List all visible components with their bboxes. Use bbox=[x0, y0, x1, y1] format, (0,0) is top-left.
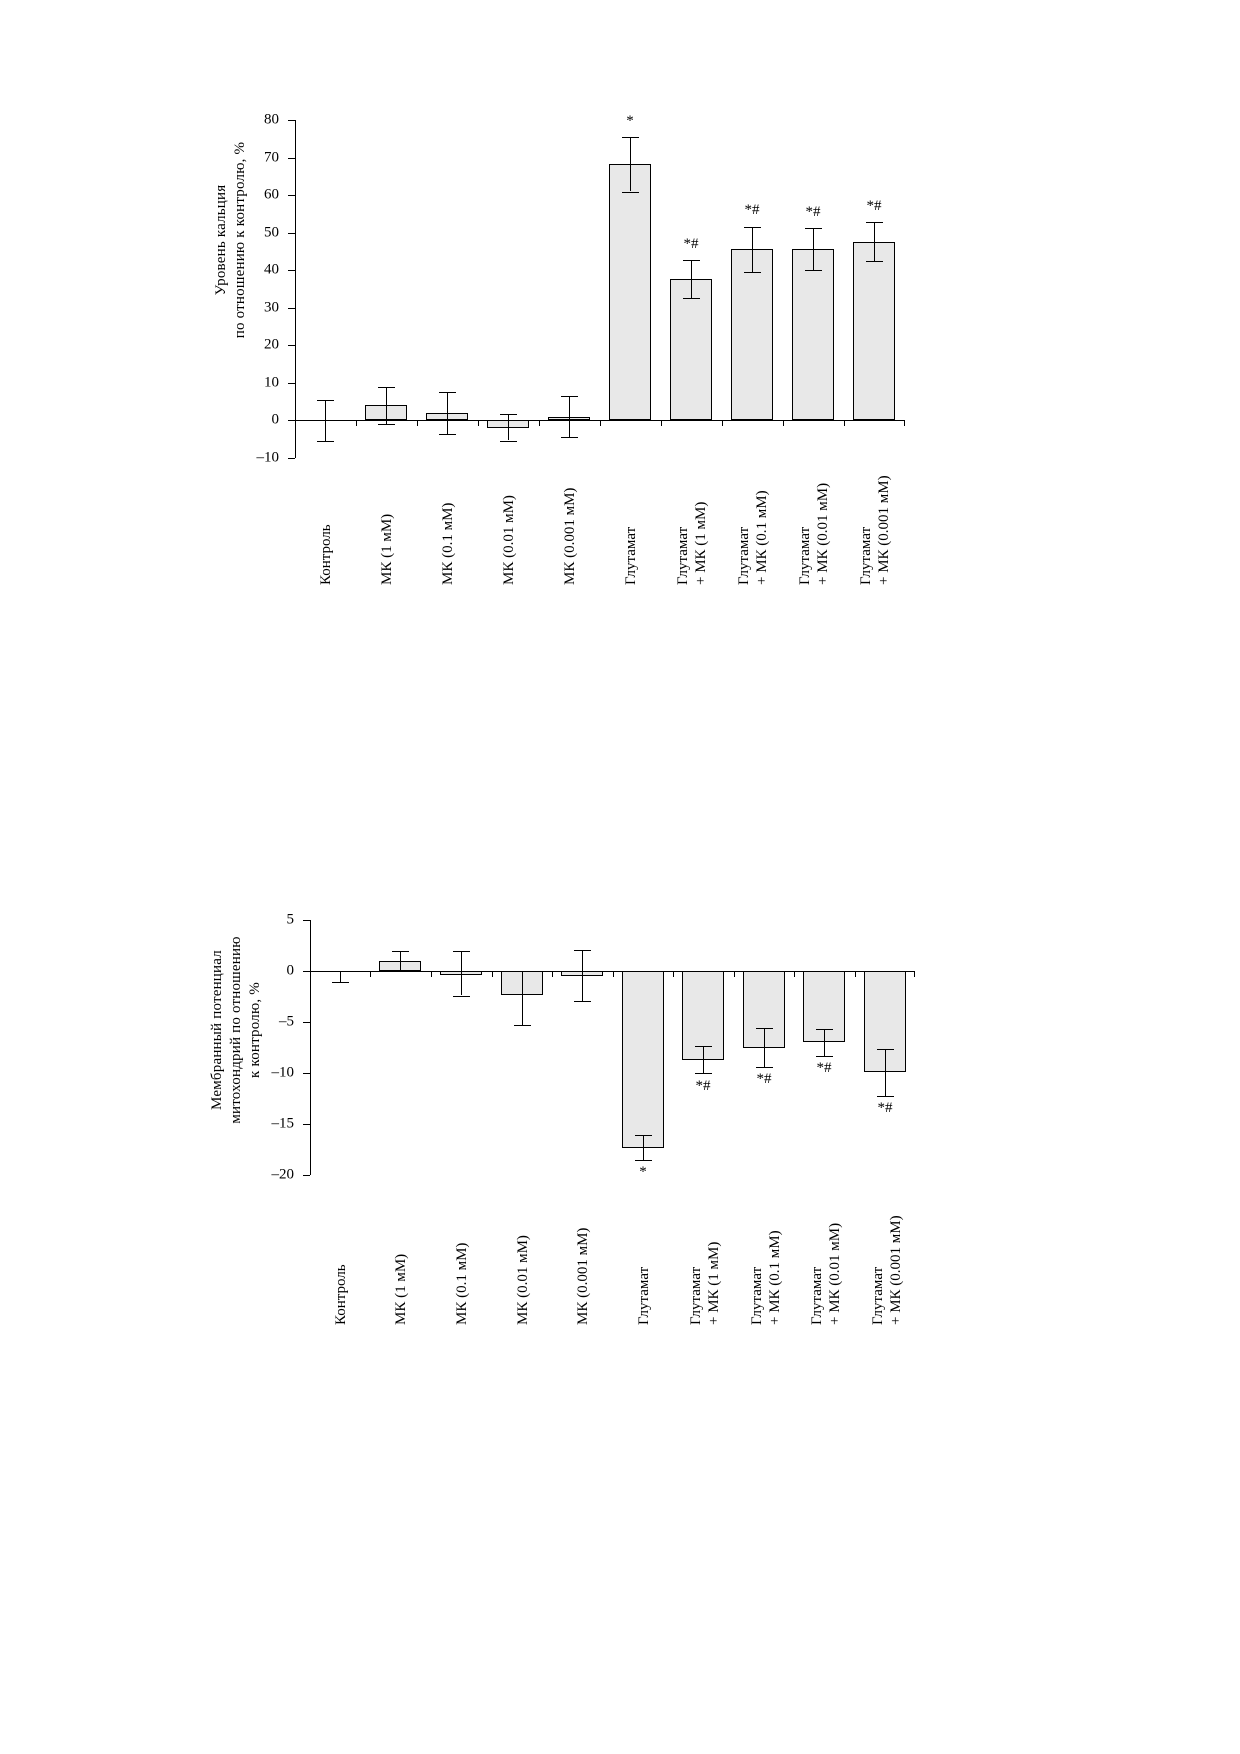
chart2-ytick-minus5 bbox=[279, 1013, 310, 1030]
chart1-xtick-6 bbox=[661, 420, 662, 426]
chart2-xtick-2 bbox=[431, 971, 432, 977]
chart2-xlabel-4 bbox=[514, 1235, 532, 1325]
chart1-xlabel-10-line1: Глутамат bbox=[858, 526, 874, 585]
chart2-xlabel-3-line1: МК (0.1 мМ) bbox=[454, 1242, 470, 1325]
chart2-ytick-0 bbox=[286, 962, 310, 979]
chart2-xlabel-2 bbox=[392, 1254, 410, 1325]
chart2-errorcap-bottom-4 bbox=[514, 1025, 531, 1026]
chart2-errorcap-bottom-8 bbox=[756, 1067, 773, 1068]
chart1-errorbar-9 bbox=[813, 228, 814, 269]
chart1-xtick-0 bbox=[295, 420, 296, 426]
chart1-xlabel-9-line1: Глутамат bbox=[797, 526, 813, 585]
chart1-y-axis-title bbox=[212, 90, 250, 390]
calcium-level-chart bbox=[0, 0, 1240, 640]
chart2-xtick-0 bbox=[310, 971, 311, 977]
chart2-errorcap-bottom-7 bbox=[695, 1073, 712, 1074]
chart2-xtick-10 bbox=[914, 971, 915, 977]
chart1-xlabel-4 bbox=[500, 495, 518, 585]
chart1-plot-area bbox=[256, 111, 905, 466]
chart1-xtick-5 bbox=[600, 420, 601, 426]
chart1-errorbar-7 bbox=[691, 260, 692, 298]
chart1-xlabel-7 bbox=[674, 502, 710, 585]
chart1-ytick-label-50: 50 bbox=[264, 224, 279, 241]
chart2-bar-6 bbox=[622, 971, 664, 1148]
chart2-y-axis-title-line3: к контролю, % bbox=[247, 982, 263, 1078]
chart1-y-axis-title-line2: по отношению к контролю, % bbox=[232, 141, 248, 339]
chart1-xlabel-4-line1: МК (0.01 мМ) bbox=[501, 495, 517, 585]
chart2-errorcap-bottom-5 bbox=[574, 1001, 591, 1002]
chart2-xlabel-9-line2: + МК (0.01 мМ) bbox=[827, 1222, 843, 1325]
chart2-xlabel-3 bbox=[453, 1243, 471, 1325]
chart2-errorcap-top-9 bbox=[816, 1029, 833, 1030]
chart2-ytick-label-5: 5 bbox=[286, 911, 294, 928]
chart2-errorcap-bottom-10 bbox=[877, 1096, 894, 1097]
chart1-ytick-label-minus10: –10 bbox=[256, 449, 279, 466]
chart2-xlabel-8-line2: + МК (0.1 мМ) bbox=[767, 1230, 783, 1325]
chart2-xlabel-10 bbox=[869, 1215, 905, 1325]
chart2-errorcap-bottom-1 bbox=[332, 982, 349, 983]
chart1-xlabel-7-line2: + МК (1 мМ) bbox=[693, 501, 709, 585]
chart1-bar-6 bbox=[609, 164, 651, 420]
chart2-y-axis-title-line1: Мембранный потенциал bbox=[209, 950, 225, 1110]
chart1-ytick-label-40: 40 bbox=[264, 261, 279, 278]
chart2-xtick-4 bbox=[552, 971, 553, 977]
chart1-ytick-20 bbox=[264, 336, 295, 353]
chart1-bar-7 bbox=[670, 279, 712, 420]
chart1-ytick-label-80: 80 bbox=[264, 111, 279, 128]
chart1-errorbar-5 bbox=[569, 396, 570, 437]
chart2-errorbar-3 bbox=[461, 951, 462, 996]
chart1-xtick-9 bbox=[844, 420, 845, 426]
chart2-xlabel-6 bbox=[635, 1267, 653, 1325]
chart1-y-axis-line bbox=[295, 120, 296, 458]
chart1-xlabel-3-line1: МК (0.1 мМ) bbox=[440, 502, 456, 585]
chart1-ytick-label-10: 10 bbox=[264, 374, 279, 391]
chart1-ytick-80 bbox=[264, 111, 295, 128]
chart2-errorcap-top-10 bbox=[877, 1049, 894, 1050]
chart1-errorbar-2 bbox=[386, 387, 387, 425]
chart2-xtick-8 bbox=[794, 971, 795, 977]
chart1-errorcap-bottom-9 bbox=[805, 270, 822, 271]
chart2-errorbar-5 bbox=[582, 950, 583, 1002]
chart1-xlabel-2-line1: МК (1 мМ) bbox=[379, 513, 395, 585]
chart1-xlabel-6-line1: Глутамат bbox=[623, 526, 639, 585]
chart2-annotation-6: * bbox=[639, 1164, 647, 1180]
mitochondrial-membrane-potential-chart bbox=[0, 860, 1240, 1420]
chart2-xlabel-9-line1: Глутамат bbox=[809, 1266, 825, 1325]
chart1-xtick-3 bbox=[478, 420, 479, 426]
chart1-xlabel-10-line2: + МК (0.001 мМ) bbox=[876, 475, 892, 585]
chart1-errorcap-top-3 bbox=[439, 392, 456, 393]
chart1-ytick-label-70: 70 bbox=[264, 149, 279, 166]
chart2-errorbar-4 bbox=[522, 971, 523, 1025]
chart2-errorcap-bottom-9 bbox=[816, 1056, 833, 1057]
chart1-xlabel-5-line1: МК (0.001 мМ) bbox=[562, 487, 578, 585]
chart2-ytick-5 bbox=[286, 911, 310, 928]
chart1-errorcap-bottom-8 bbox=[744, 272, 761, 273]
chart2-errorcap-top-5 bbox=[574, 950, 591, 951]
chart1-annotation-10: *# bbox=[866, 198, 882, 214]
chart1-errorcap-bottom-1 bbox=[317, 441, 334, 442]
chart2-xtick-3 bbox=[492, 971, 493, 977]
chart2-xlabel-10-line1: Глутамат bbox=[870, 1266, 886, 1325]
chart1-errorbar-8 bbox=[752, 227, 753, 272]
chart2-xlabel-7 bbox=[687, 1242, 723, 1325]
chart1-xlabel-1 bbox=[317, 524, 335, 585]
chart1-ytick-30 bbox=[264, 299, 295, 316]
chart1-errorbar-1 bbox=[325, 400, 326, 441]
chart2-xlabel-5-line1: МК (0.001 мМ) bbox=[575, 1227, 591, 1325]
chart1-bar-9 bbox=[792, 249, 834, 420]
chart2-plot-area bbox=[271, 911, 915, 1183]
chart2-errorcap-top-2 bbox=[392, 951, 409, 952]
chart2-errorcap-top-3 bbox=[453, 951, 470, 952]
chart1-bar-10 bbox=[853, 242, 895, 421]
chart1-xlabel-2 bbox=[378, 514, 396, 585]
chart2-xlabel-2-line1: МК (1 мМ) bbox=[393, 1253, 409, 1325]
chart1-xtick-2 bbox=[417, 420, 418, 426]
chart2-xlabel-10-line2: + МК (0.001 мМ) bbox=[888, 1215, 904, 1325]
chart2-errorbar-7 bbox=[703, 1046, 704, 1073]
chart1-xlabel-9 bbox=[796, 483, 832, 585]
chart2-errorcap-bottom-6 bbox=[635, 1160, 652, 1161]
chart1-xlabel-1-line1: Контроль bbox=[318, 524, 334, 585]
chart2-ytick-label-minus20: –20 bbox=[271, 1166, 294, 1183]
chart1-ytick-10 bbox=[264, 374, 295, 391]
chart1-errorbar-3 bbox=[447, 392, 448, 433]
chart2-annotation-7: *# bbox=[695, 1078, 711, 1094]
chart2-errorcap-top-7 bbox=[695, 1046, 712, 1047]
chart1-errorcap-top-7 bbox=[683, 260, 700, 261]
chart1-errorbar-4 bbox=[508, 414, 509, 440]
chart1-errorcap-top-4 bbox=[500, 414, 517, 415]
chart1-xtick-7 bbox=[722, 420, 723, 426]
chart2-xlabel-6-line1: Глутамат bbox=[636, 1266, 652, 1325]
chart2-xlabel-1-line1: Контроль bbox=[333, 1264, 349, 1325]
chart1-xtick-10 bbox=[904, 420, 905, 426]
chart2-xlabel-4-line1: МК (0.01 мМ) bbox=[515, 1235, 531, 1325]
chart2-errorcap-top-8 bbox=[756, 1028, 773, 1029]
chart2-xtick-5 bbox=[613, 971, 614, 977]
chart2-ytick-minus20 bbox=[271, 1166, 310, 1183]
chart1-errorcap-top-6 bbox=[622, 137, 639, 138]
chart2-errorbar-2 bbox=[400, 951, 401, 971]
chart1-ytick-label-0: 0 bbox=[271, 411, 279, 428]
chart2-ytick-label-0: 0 bbox=[286, 962, 294, 979]
chart1-errorcap-top-5 bbox=[561, 396, 578, 397]
chart1-errorcap-bottom-4 bbox=[500, 441, 517, 442]
chart1-errorcap-top-1 bbox=[317, 400, 334, 401]
chart2-ytick-label-minus15: –15 bbox=[271, 1115, 294, 1132]
chart2-errorbar-10 bbox=[885, 1049, 886, 1096]
chart2-xlabel-1 bbox=[332, 1264, 350, 1325]
chart2-xlabel-8-line1: Глутамат bbox=[749, 1266, 765, 1325]
chart1-ytick-label-60: 60 bbox=[264, 186, 279, 203]
chart2-errorbar-6 bbox=[643, 1135, 644, 1160]
chart1-ytick-40 bbox=[264, 261, 295, 278]
chart1-errorcap-top-8 bbox=[744, 227, 761, 228]
chart1-errorcap-bottom-7 bbox=[683, 298, 700, 299]
chart2-xlabel-8 bbox=[748, 1230, 784, 1325]
chart2-xtick-6 bbox=[673, 971, 674, 977]
chart1-xlabel-8-line1: Глутамат bbox=[736, 526, 752, 585]
chart1-errorcap-bottom-3 bbox=[439, 434, 456, 435]
chart1-annotation-7: *# bbox=[683, 236, 699, 252]
chart1-xtick-4 bbox=[539, 420, 540, 426]
chart2-xlabel-7-line1: Глутамат bbox=[688, 1266, 704, 1325]
chart1-xlabel-3 bbox=[439, 503, 457, 585]
chart2-xlabel-5 bbox=[574, 1228, 592, 1325]
chart1-ytick-0 bbox=[271, 411, 295, 428]
chart2-xtick-7 bbox=[734, 971, 735, 977]
chart1-errorcap-bottom-2 bbox=[378, 424, 395, 425]
chart1-errorcap-bottom-5 bbox=[561, 437, 578, 438]
chart2-ytick-minus10 bbox=[271, 1064, 310, 1081]
chart1-xtick-8 bbox=[783, 420, 784, 426]
chart1-ytick-50 bbox=[264, 224, 295, 241]
chart2-y-axis-title bbox=[208, 880, 265, 1180]
chart2-errorcap-bottom-2 bbox=[392, 971, 409, 972]
chart2-xlabel-9 bbox=[808, 1223, 844, 1325]
chart2-ytick-minus15 bbox=[271, 1115, 310, 1132]
chart2-y-axis-line bbox=[310, 920, 311, 1175]
chart2-errorbar-8 bbox=[764, 1028, 765, 1067]
chart1-bar-8 bbox=[731, 249, 773, 420]
chart2-errorbar-1 bbox=[340, 971, 341, 982]
chart2-annotation-9: *# bbox=[816, 1060, 832, 1076]
chart2-xtick-9 bbox=[855, 971, 856, 977]
chart2-annotation-10: *# bbox=[877, 1100, 893, 1116]
chart1-errorbar-10 bbox=[874, 222, 875, 261]
chart1-errorcap-top-10 bbox=[866, 222, 883, 223]
chart1-ytick-label-20: 20 bbox=[264, 336, 279, 353]
chart1-ytick-60 bbox=[264, 186, 295, 203]
chart1-errorbar-6 bbox=[630, 137, 631, 192]
chart1-ytick-minus10 bbox=[256, 449, 295, 466]
chart1-errorcap-top-9 bbox=[805, 228, 822, 229]
chart1-annotation-9: *# bbox=[805, 204, 821, 220]
chart1-xlabel-8-line2: + МК (0.1 мМ) bbox=[754, 490, 770, 585]
chart2-xlabel-7-line2: + МК (1 мМ) bbox=[706, 1241, 722, 1325]
chart1-errorcap-bottom-10 bbox=[866, 261, 883, 262]
chart2-y-axis-title-line2: митохондрий по отношению bbox=[228, 936, 244, 1124]
chart1-xlabel-10 bbox=[857, 475, 893, 585]
chart2-xtick-1 bbox=[370, 971, 371, 977]
chart1-xtick-1 bbox=[356, 420, 357, 426]
chart1-errorcap-top-2 bbox=[378, 387, 395, 388]
chart2-errorcap-top-6 bbox=[635, 1135, 652, 1136]
chart1-ytick-label-30: 30 bbox=[264, 299, 279, 316]
chart2-errorbar-9 bbox=[824, 1029, 825, 1056]
chart2-ytick-label-minus10: –10 bbox=[271, 1064, 294, 1081]
chart2-errorcap-bottom-3 bbox=[453, 996, 470, 997]
chart1-y-axis-title-line1: Уровень кальция bbox=[213, 184, 229, 296]
chart2-ytick-label-minus5: –5 bbox=[279, 1013, 294, 1030]
chart1-xlabel-8 bbox=[735, 490, 771, 585]
chart1-annotation-8: *# bbox=[744, 202, 760, 218]
chart1-xlabel-5 bbox=[561, 488, 579, 585]
chart1-xlabel-9-line2: + МК (0.01 мМ) bbox=[815, 482, 831, 585]
chart1-xlabel-6 bbox=[622, 527, 640, 585]
chart1-errorcap-bottom-6 bbox=[622, 192, 639, 193]
chart1-xlabel-7-line1: Глутамат bbox=[675, 526, 691, 585]
chart2-annotation-8: *# bbox=[756, 1071, 772, 1087]
chart1-ytick-70 bbox=[264, 149, 295, 166]
chart1-annotation-6: * bbox=[626, 113, 634, 129]
